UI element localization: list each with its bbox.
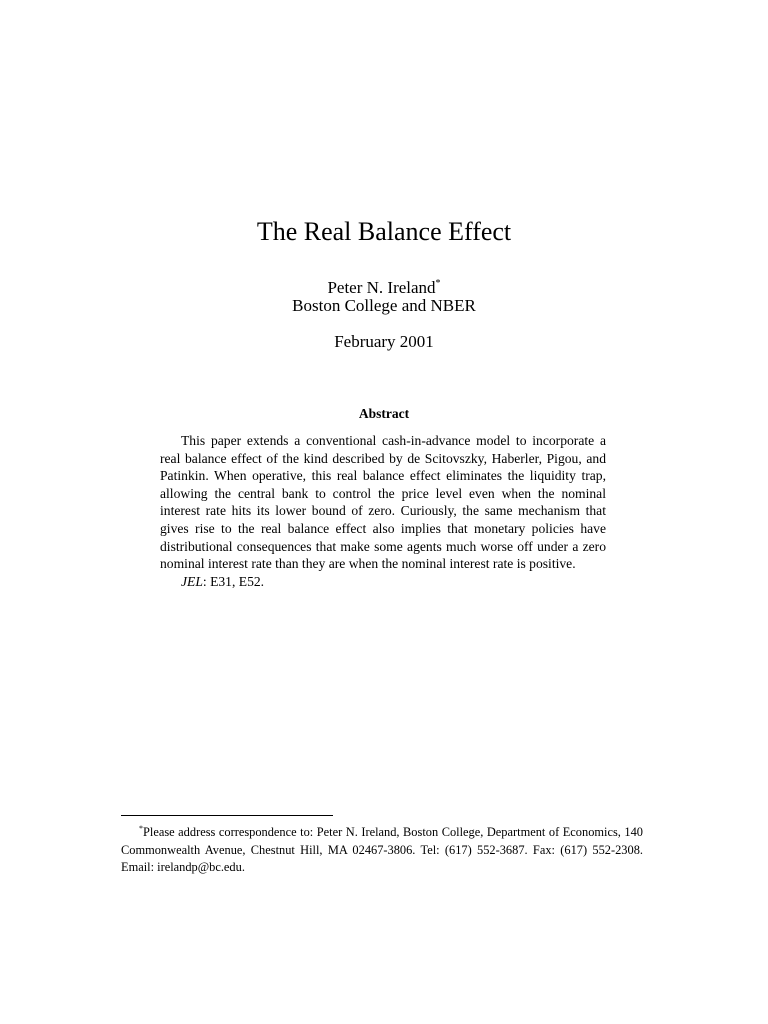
jel-line xyxy=(160,573,606,591)
paper-date: February 2001 xyxy=(334,332,434,351)
author-footnote-mark: * xyxy=(435,278,441,289)
footnote-mark: * xyxy=(139,824,143,833)
jel-label: JEL xyxy=(181,573,203,589)
author-affiliation: Boston College and NBER xyxy=(292,296,476,315)
abstract-text: This paper extends a conventional cash-in-advance model to incorporate a real balance effect of the kind described by de Scitovszky, Haberler, Pigou, and Patinkin. When operative, this real balance effect eliminates the liquidity trap, allowing the central bank to control the price level even when the nominal interest rate hits its lower bound of zero. Curiously, the same mechanism that gives rise to the real balance effect also implies that monetary policies have distributional consequences that make some agents much worse off under a zero nominal interest rate than they are when the nominal interest rate is positive. xyxy=(160,433,606,572)
footnote-text: Please address correspondence to: Peter N. Ireland, Boston College, Department of Economics, 140 Commonwealth Avenue, Chestnut Hill, MA 02467-3806. Tel: (617) 552-3687. Fax: (617) 552-2308. Email: irelandp@bc.edu. xyxy=(121,825,643,874)
footnote-paragraph xyxy=(121,820,643,877)
jel-codes: : E31, E52. xyxy=(202,573,265,589)
paper-title: The Real Balance Effect xyxy=(256,217,512,246)
abstract-body xyxy=(160,432,606,590)
author-name: Peter N. Ireland xyxy=(327,278,436,297)
abstract-heading: Abstract xyxy=(358,406,410,421)
footnote-rule xyxy=(121,815,333,816)
footnote xyxy=(121,820,643,877)
